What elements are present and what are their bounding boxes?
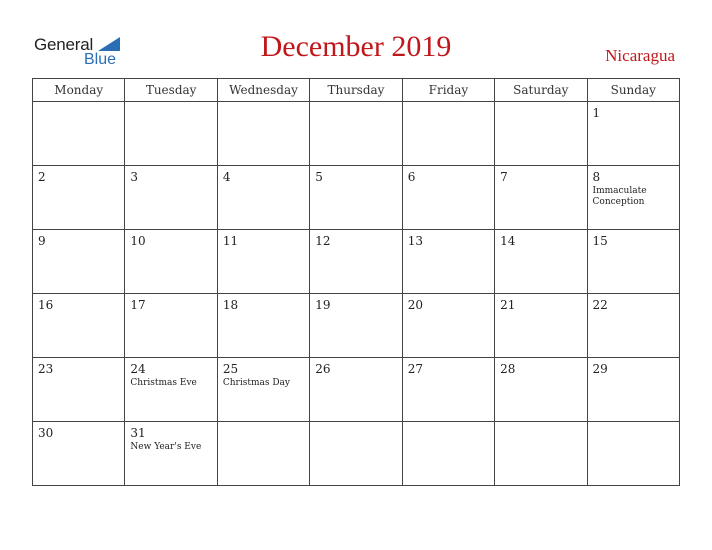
calendar-day-cell: [587, 422, 679, 486]
calendar-body: [33, 102, 680, 486]
calendar-day-cell: [33, 422, 125, 486]
holiday-label: New Year's Eve: [130, 442, 202, 452]
calendar-day-cell: [33, 102, 125, 166]
calendar-day-cell: [587, 294, 679, 358]
day-number: 21: [500, 298, 516, 312]
calendar-day-cell: [402, 422, 494, 486]
calendar-week-row: [33, 166, 680, 230]
day-number: 18: [222, 298, 239, 312]
calendar-day-cell: [217, 358, 309, 422]
weekday-header: Thursday: [310, 79, 402, 102]
calendar-day-cell: [495, 294, 587, 358]
day-number: 6: [407, 170, 416, 184]
day-number: 26: [315, 362, 331, 376]
day-number: 15: [592, 234, 608, 248]
day-number: 22: [592, 298, 608, 312]
calendar-day-cell: [587, 102, 679, 166]
calendar-day-cell: [217, 294, 309, 358]
calendar-day-cell: [587, 230, 679, 294]
calendar-day-cell: [125, 102, 217, 166]
day-number: 19: [315, 298, 331, 312]
weekday-header: Sunday: [587, 79, 679, 102]
day-number: 24: [130, 362, 146, 376]
day-number: 3: [130, 170, 139, 184]
holiday-label: Christmas Day: [222, 378, 290, 388]
day-number: 12: [315, 234, 331, 248]
weekday-header: Monday: [33, 79, 125, 102]
day-number: 30: [38, 426, 54, 440]
calendar-day-cell: [587, 358, 679, 422]
weekday-header: Saturday: [495, 79, 587, 102]
calendar-day-cell: [310, 102, 402, 166]
day-number: 13: [407, 234, 423, 248]
day-number: 16: [38, 298, 54, 312]
calendar-day-cell: [125, 294, 217, 358]
calendar-day-cell: [217, 230, 309, 294]
calendar-day-cell: [33, 230, 125, 294]
country-label: Nicaragua: [605, 46, 675, 65]
logo-text-blue: Blue: [84, 51, 117, 68]
day-number: 29: [592, 362, 608, 376]
day-number: 2: [38, 170, 46, 184]
calendar-week-row: [33, 422, 680, 486]
day-number: 14: [500, 234, 516, 248]
holiday-label: Immaculate Conception: [592, 186, 647, 207]
calendar-day-cell: [495, 166, 587, 230]
calendar-day-cell: [217, 422, 309, 486]
calendar-day-cell: [310, 230, 402, 294]
weekday-header: Wednesday: [217, 79, 309, 102]
day-number: 7: [500, 170, 508, 184]
calendar-day-cell: [402, 166, 494, 230]
weekday-header: Tuesday: [125, 79, 217, 102]
day-number: 31: [130, 426, 146, 440]
calendar-day-cell: [495, 422, 587, 486]
weekday-header-row: [33, 79, 680, 102]
calendar-day-cell: [33, 358, 125, 422]
calendar-day-cell: [402, 230, 494, 294]
calendar-day-cell: [587, 166, 679, 230]
calendar-day-cell: [125, 230, 217, 294]
day-number: 23: [38, 362, 54, 376]
day-number: 25: [222, 362, 239, 376]
month-title: December 2019: [260, 30, 452, 63]
calendar-day-cell: [310, 422, 402, 486]
day-number: 10: [130, 234, 146, 248]
calendar-week-row: [33, 294, 680, 358]
calendar-day-cell: [495, 358, 587, 422]
calendar-day-cell: [33, 166, 125, 230]
calendar-day-cell: [310, 294, 402, 358]
calendar-day-cell: [495, 102, 587, 166]
calendar-day-cell: [495, 230, 587, 294]
day-number: 5: [315, 170, 323, 184]
day-number: 27: [407, 362, 423, 376]
calendar-day-cell: [402, 102, 494, 166]
day-number: 11: [222, 234, 239, 248]
calendar-day-cell: [402, 358, 494, 422]
calendar-week-row: [33, 102, 680, 166]
calendar-day-cell: [125, 422, 217, 486]
weekday-header: Friday: [402, 79, 494, 102]
calendar-day-cell: [310, 358, 402, 422]
day-number: 1: [592, 106, 601, 120]
calendar-day-cell: [217, 166, 309, 230]
calendar-week-row: [33, 358, 680, 422]
day-number: 8: [592, 170, 601, 184]
day-number: 9: [38, 234, 46, 248]
day-number: 28: [500, 362, 516, 376]
calendar-week-row: [33, 230, 680, 294]
calendar-day-cell: [217, 102, 309, 166]
logo-text-general: General: [34, 35, 94, 54]
calendar-day-cell: [125, 166, 217, 230]
calendar-day-cell: [310, 166, 402, 230]
calendar-day-cell: [33, 294, 125, 358]
calendar-grid: [32, 78, 680, 486]
day-number: 20: [407, 298, 423, 312]
day-number: 4: [222, 170, 231, 184]
calendar-day-cell: [402, 294, 494, 358]
day-number: 17: [130, 298, 146, 312]
calendar-day-cell: [125, 358, 217, 422]
holiday-label: Christmas Eve: [130, 378, 197, 388]
